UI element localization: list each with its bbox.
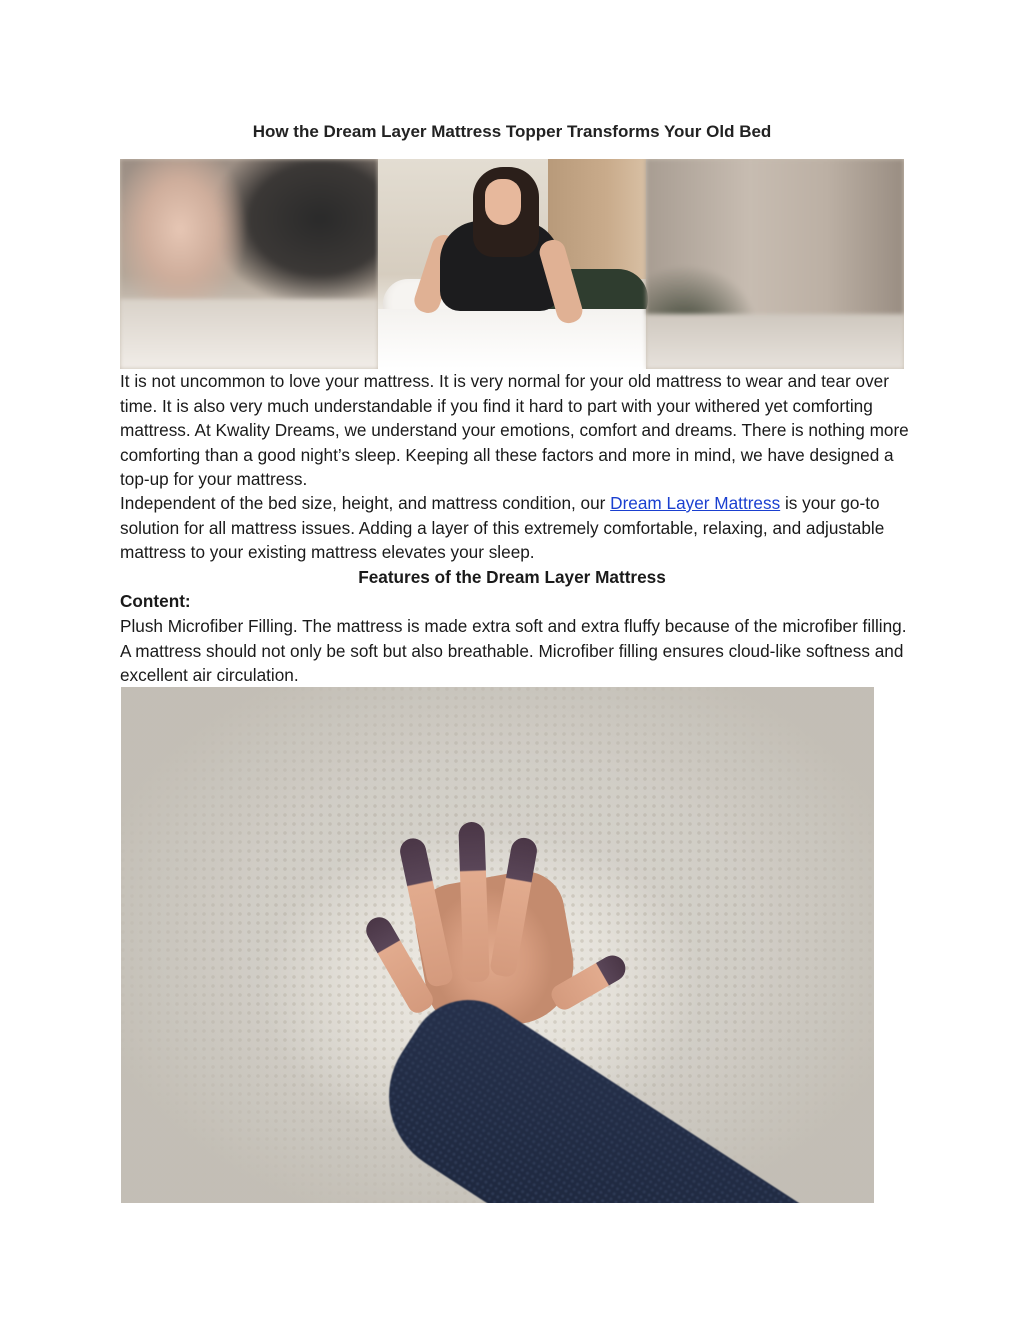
mattress-topper [378, 309, 646, 369]
intro-paragraph: It is not uncommon to love your mattress. It is very normal for your old mattress to wear and tear over time. It is also very much understandable if you find it hard to part with your withered yet comforting mattress. At Kwality Dreams, we understand your emotions, comfort and dreams. There is nothing more comforting than a good night’s sleep. Keeping all these factors and more in mind, we have designed a top-up for your mattress. [120, 371, 909, 489]
features-heading: Features of the Dream Layer Mattress [358, 567, 666, 587]
solution-text-start: Independent of the bed size, height, and mattress condition, our [120, 493, 611, 513]
content-label: Content: [120, 591, 191, 611]
dream-layer-mattress-link[interactable]: Dream Layer Mattress [610, 493, 781, 513]
solution-text-end: is your go-to solution for all mattress issues. Adding a layer of this extremely comfortable, relaxing, and adjustable mattress to your existing mattress elevates your sleep. [120, 493, 885, 562]
hero-blurred-right-panel [646, 159, 904, 369]
solution-paragraph [120, 491, 910, 565]
microfiber-paragraph: Plush Microfiber Filling. The mattress is made extra soft and extra fluffy because of the microfiber filling. A mattress should not only be soft but also breathable. Microfiber filling ensures cloud-like softness and excellent air circulation. [120, 616, 907, 685]
document-title: How the Dream Layer Mattress Topper Transforms Your Old Bed [252, 122, 772, 141]
hero-center-panel [378, 159, 646, 369]
photo-hand-pressing-mattress [121, 687, 874, 1203]
hero-photo-woman-on-mattress [120, 159, 904, 369]
hero-blurred-left-panel [120, 159, 378, 369]
